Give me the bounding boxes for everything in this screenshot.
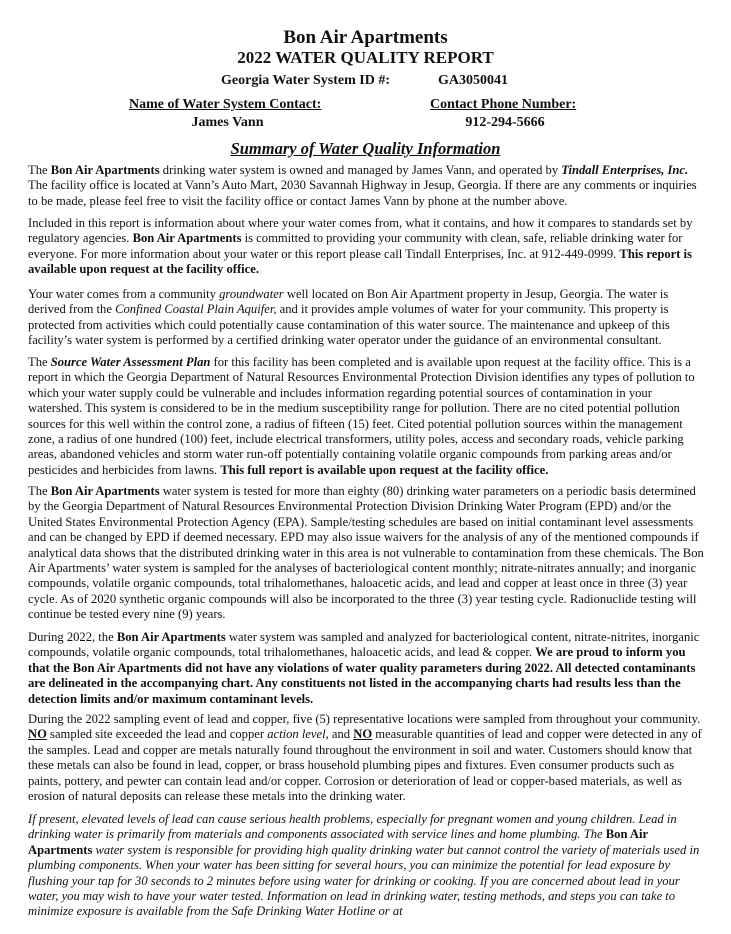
paragraph-testing: The Bon Air Apartments water system is tested for more than eighty (80) drinking water parameters on a periodic basis determined by the Georgia Department of Natural Resources Environmental Protection Division Drinking Water Program (EPD) and/or the United States Environmental Protection Agency (EPA). Sample/testing schedules are based on initial contaminant level assessments and can be changed by EPD if deemed necessary. EPD may also issue waivers for the analysis of any of the mentioned compounds if analytical data shows that the distributed drinking water in this area is not vulnerable to contamination from these chemicals. The Bon Air Apartments’ water system is sampled for the analyses of bacteriological content monthly; nitrate-nitrates annually; and inorganic compounds, volatile organic compounds, total trihalomethanes, haloacetic acids, and lead and copper at least once in three (3) year cycle. As of 2020 synthetic organic compounds will also be incorporated to the three (3) year testing cycle. Radionuclide testing will continue be tested every nine (9) years.: [28, 484, 704, 622]
system-id-value: GA3050041: [438, 73, 508, 88]
contact-name: James Vann: [191, 115, 264, 130]
report-title: 2022 WATER QUALITY REPORT: [237, 48, 494, 67]
paragraph-report-info: Included in this report is information about where your water comes from, what it contains, and how it compares to standards set by regulatory agencies. Bon Air Apartments is committed to providing your community with clean, safe, reliable drinking water for everyone. For more information about your water or this report please call Tindall Enterprises, Inc. at 912-449-0999. This report is available upon request at the facility office.: [28, 216, 693, 277]
facility-name-heading: Bon Air Apartments: [283, 27, 448, 48]
summary-heading: Summary of Water Quality Information: [230, 139, 501, 158]
phone-number: 912-294-5666: [465, 115, 545, 130]
paragraph-lead-health: If present, elevated levels of lead can cause serious health problems, especially for pregnant women and young children. Lead in drinking water is primarily from materials and components associated with service lines and home plumbing. The Bon Air Apartments water system is responsible for providing high quality drinking water but cannot control the variety of materials used in plumbing components. When your water has been sitting for several hours, you can minimize the potential for lead exposure by flushing your tap for 30 seconds to 2 minutes before using water for drinking or cooking. If you are concerned about lead in your water, you may wish to have your water tested. Information on lead in drinking water, testing methods, and steps you can take to minimize exposure is available from the Safe Drinking Water Hotline or at: [28, 812, 700, 919]
paragraph-operator: The Bon Air Apartments drinking water system is owned and managed by James Vann, and operated by Tindall Enterprises, Inc. The facility office is located at Vann’s Auto Mart, 2030 Savannah Highway in Jesup, Georgia. If there are any comments or inquiries to be made, please feel free to visit the facility office or contact James Vann by phone at the number above.: [28, 163, 697, 208]
paragraph-source-water-assessment: The Source Water Assessment Plan for this facility has been completed and is available upon request at the facility office. This is a report in which the Georgia Department of Natural Resources Environmental Protection Division identifies any types of pollution to which your water supply could be vulnerable and includes information regarding potential sources of contamination in your watershed. This system is considered to be in the medium susceptibility range for pollution. There are no cited potential pollution sources for this well within the control zone, a radius of fifteen (15) feet. Cited potential pollution sources within the management zone, a radius of one hundred (100) feet, include electrical transformers, utility poles, access and secondary roads, vehicle parking areas, abandoned vehicles and storm water run-off potentially containing volatile organic compounds from parking areas and/or pesticides and herbicides from lawns. This full report is available upon request at the facility office.: [28, 355, 695, 477]
phone-label: Contact Phone Number:: [430, 97, 577, 112]
paragraph-2022-results: During 2022, the Bon Air Apartments water system was sampled and analyzed for bacteriological content, nitrate-nitrites, inorganic compounds, volatile organic compounds, total trihalomethanes, haloacetic acids, and lead & copper. We are proud to inform you that the Bon Air Apartments did not have any violations of water quality parameters during 2022. All detected contaminants are delineated in the accompanying chart. Any constituents not listed in the accompanying charts had results less than the detection limits and/or maximum contaminant levels.: [28, 630, 700, 706]
paragraph-lead-copper: During the 2022 sampling event of lead and copper, five (5) representative locations were sampled from throughout your community. NO sampled site exceeded the lead and copper action level, and NO measurable quantities of lead and copper were detected in any of the samples. Lead and copper are metals naturally found throughout the environment in soil and water. Customers should know that these metals can also be found in lead, copper, or brass household plumbing pipes and fixtures. Even consumer products such as paints, pottery, and pewter can contain lead and/or copper. Corrosion or deterioration of lead or copper-based materials, as well as erosion of natural deposits can release these metals into the drinking water.: [28, 712, 702, 804]
system-id-label: Georgia Water System ID #:: [221, 73, 391, 88]
paragraph-water-source: Your water comes from a community groundwater well located on Bon Air Apartment property in Jesup, Georgia. The water is derived from the Confined Coastal Plain Aquifer, and it provides ample volumes of water for your community. This property is protected from activities which could potentially cause contamination of this water source. The maintenance and upkeep of this facility’s water system is performed by a certified drinking water operator under the guidance of an environmental consultant.: [28, 287, 670, 348]
contact-label: Name of Water System Contact:: [129, 97, 322, 112]
